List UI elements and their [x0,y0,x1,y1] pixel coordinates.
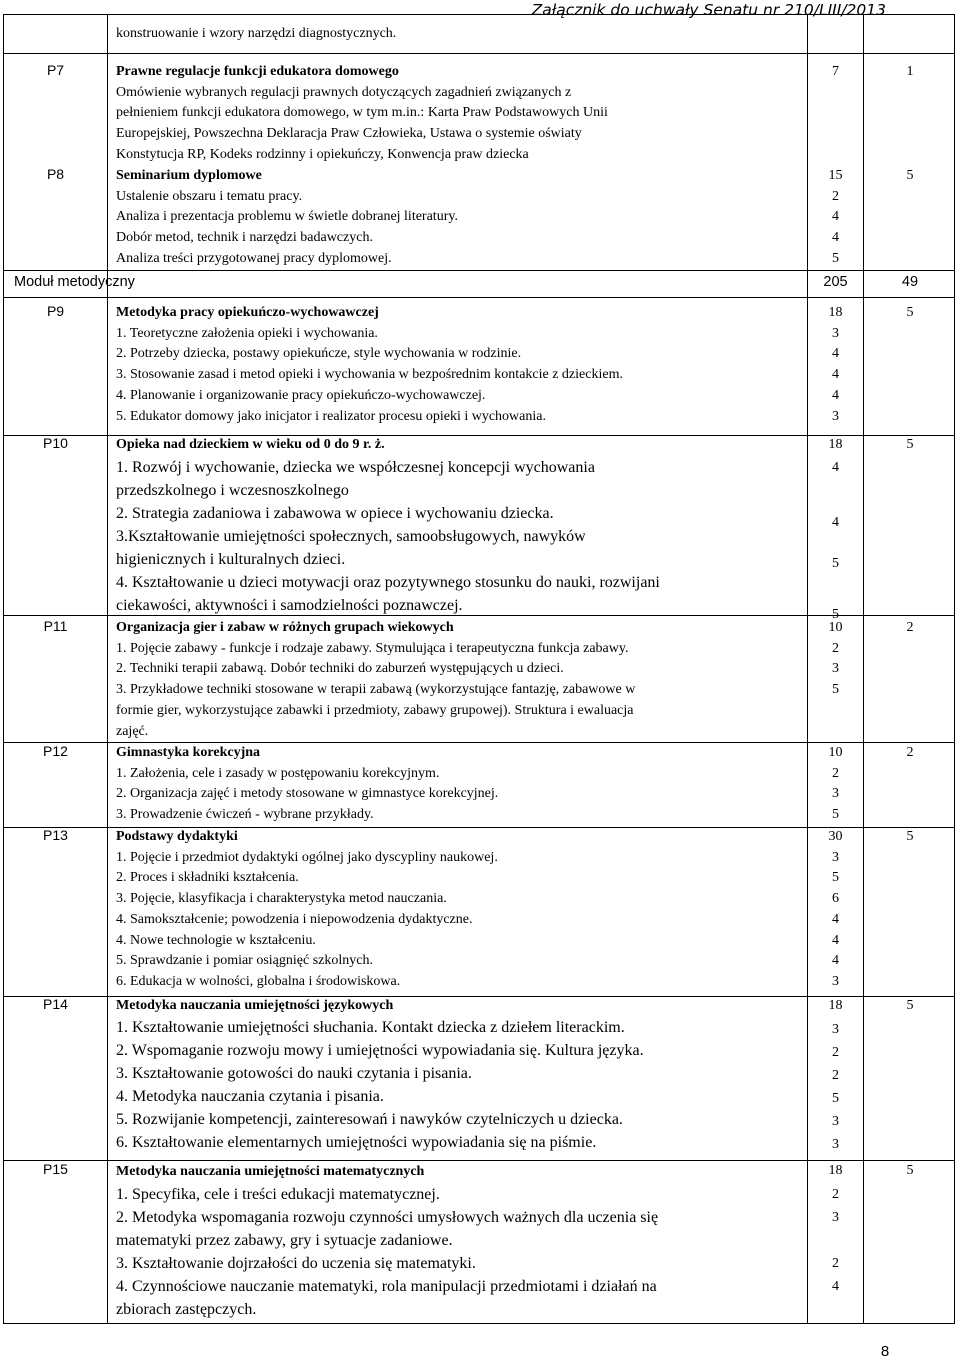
hours-value: 4 [832,932,839,948]
hours-value: 4 [832,460,839,475]
hours-value: 3 [832,973,839,989]
row-line: 2. Potrzeby dziecka, postawy opiekuńcze, style wychowania w rodzinie. [116,346,522,362]
row-title: Metodyka nauczania umiejętności matematycznych [116,1164,425,1179]
hours-value: 10 [828,620,843,635]
column-divider [863,15,864,1323]
row-line: 5. Rozwijanie kompetencji, zainteresowań i nawyków czytelniczych u dziecka. [116,1111,623,1128]
row-hours [808,743,863,826]
hours-value: 4 [832,346,839,362]
row-divider [4,270,954,271]
hours-value: 30 [828,829,843,844]
row-title: Gimnastyka korekcyjna [116,745,261,760]
hours-value: 5 [832,807,839,823]
hours-value: 2 [832,765,839,781]
hours-value: 3 [832,325,839,341]
row-content [116,62,806,166]
row-line: pełnieniem funkcji edukatora domowego, w tym m.in.: Karta Praw Podstawowych Unii [116,105,608,121]
hours-value: 6 [832,891,839,907]
row-title: Metodyka nauczania umiejętności językowych [116,998,394,1013]
row-code: P11 [43,618,68,634]
row-line: 4. Metodyka nauczania czytania i pisania. [116,1088,384,1105]
hours-value: 5 [832,250,839,266]
hours-value: 7 [832,64,839,79]
hours-value: 5 [832,1091,839,1106]
row-ects: 5 [906,168,914,183]
hours-value: 4 [832,387,839,403]
row-hours [808,303,863,427]
row-title: Organizacja gier i zabaw w różnych grupach wiekowych [116,620,454,635]
hours-value: 18 [828,305,843,320]
row-line: 6. Kształtowanie elementarnych umiejętności wypowiadania się na piśmie. [116,1134,597,1151]
hours-value: 2 [832,640,839,656]
row-hours [808,166,863,270]
row-line: 4. Kształtowanie u dzieci motywacji oraz pozytywnego stosunku do nauki, rozwijani [116,574,660,591]
row-line: 2. Metodyka wspomagania rozwoju czynności umysłowych ważnych dla uczenia się [116,1209,659,1226]
hours-value: 2 [832,1256,839,1271]
module-ects: 49 [901,274,919,290]
module-title: Moduł metodyczny [14,274,135,290]
row-title: Opieka nad dzieckiem w wieku od 0 do 9 r. ż. [116,437,385,452]
row-line: Konstytucja RP, Kodeks rodzinny i opiekuńczy, Konwencja praw dziecka [116,146,529,162]
row-hours [808,435,863,633]
column-divider [107,15,108,1323]
hours-value: 3 [832,786,839,802]
row-content [116,1161,806,1321]
hours-value: 3 [832,1114,839,1129]
hours-value: 2 [832,1045,839,1060]
page-number: 8 [880,1343,890,1360]
row-code: P7 [46,62,65,78]
row-code: P14 [43,996,68,1012]
row-content [116,433,806,617]
row-line: ciekawości, aktywności i samodzielności poznawczej. [116,597,463,614]
row-line: 4. Planowanie i organizowanie pracy opiekuńczo-wychowawczej. [116,387,486,403]
row-line: zajęć. [116,723,149,739]
row-line: Analiza i prezentacja problemu w świetle dobranej literatury. [116,209,458,225]
hours-value: 18 [828,998,843,1013]
row-line: 3.Kształtowanie umiejętności społecznych, samoobsługowych, nawyków [116,528,586,545]
continued-text: konstruowanie i wzory narzędzi diagnostycznych. [116,26,397,41]
hours-value: 5 [832,607,839,622]
row-line: 3. Stosowanie zasad i metod opieki i wychowania w bezpośrednim kontakcie z dzieckiem. [116,367,623,383]
hours-value: 18 [828,1163,843,1178]
row-ects: 5 [906,305,914,320]
hours-value: 2 [832,1187,839,1202]
header-note: Załącznik do uchwały Senatu nr 210/LIII/2013 [531,1,886,19]
row-line: 1. Rozwój i wychowanie, dziecka we współczesnej koncepcji wychowania [116,459,595,476]
row-content [116,996,806,1154]
row-title: Seminarium dyplomowe [116,168,262,183]
module-hours: 205 [823,274,848,290]
hours-value: 15 [828,168,843,183]
row-ects: 5 [906,437,914,452]
row-hours [808,827,863,993]
row-content [116,618,806,742]
row-line: 1. Pojęcie zabawy - funkcje i rodzaje zabawy. Stymulująca i terapeutyczna funkcja zabawy. [116,640,629,656]
row-line: 1. Założenia, cele i zasady w postępowaniu korekcyjnym. [116,765,440,781]
hours-value: 5 [832,556,839,571]
row-code: P13 [43,827,68,843]
row-line: 3. Pojęcie, klasyfikacja i charakterystyka metod nauczania. [116,891,447,907]
row-hours [808,62,863,83]
row-line: 6. Edukacja w wolności, globalna i środowiskowa. [116,973,401,989]
row-line: 5. Edukator domowy jako inicjator i realizator procesu opieki i wychowania. [116,408,546,424]
hours-value: 5 [832,870,839,886]
row-line: 1. Pojęcie i przedmiot dydaktyki ogólnej jako dyscypliny naukowej. [116,849,498,865]
row-line: Omówienie wybranych regulacji prawnych dotyczących zagadnień związanych z [116,84,572,100]
hours-value: 4 [832,367,839,383]
hours-value: 3 [832,408,839,424]
row-line: 1. Specyfika, cele i treści edukacji matematycznej. [116,1186,440,1203]
hours-value: 4 [832,953,839,969]
row-code: P12 [43,743,68,759]
hours-value: 4 [832,230,839,246]
hours-value: 3 [832,1022,839,1037]
row-content [116,166,806,270]
row-content [116,743,806,826]
row-code: P9 [46,303,65,319]
row-line: 4. Samokształcenie; powodzenia i niepowodzenia dydaktyczne. [116,911,473,927]
row-line: 2. Techniki terapii zabawą. Dobór techniki do zaburzeń występujących u dzieci. [116,661,564,677]
row-ects: 1 [906,64,914,79]
row-line: 2. Organizacja zajęć i metody stosowane w gimnastyce korekcyjnej. [116,786,499,802]
row-line: 5. Sprawdzanie i pomiar osiągnięć szkolnych. [116,953,373,969]
row-line: zbiorach zastępczych. [116,1301,257,1318]
row-line: Ustalenie obszaru i tematu pracy. [116,188,303,204]
row-line: 4. Nowe technologie w kształceniu. [116,932,316,948]
row-code: P15 [43,1161,68,1177]
hours-value: 3 [832,1137,839,1152]
hours-value: 5 [832,682,839,698]
row-line: Europejskiej, Powszechna Deklaracja Praw Człowieka, Ustawa o systemie oświaty [116,126,582,142]
row-line: 2. Strategia zadaniowa i zabawowa w opiece i wychowaniu dziecka. [116,505,554,522]
row-content [116,303,806,427]
row-line: Dobór metod, technik i narzędzi badawczych. [116,230,373,246]
hours-value: 4 [832,911,839,927]
curriculum-table [3,14,955,1324]
hours-value: 4 [832,515,839,530]
hours-value: 2 [832,188,839,204]
row-code: P8 [46,166,65,182]
row-line: formie gier, wykorzystujące zabawki i przedmioty, zabawy grupowej). Struktura i ewaluacja [116,702,634,718]
hours-value: 3 [832,661,839,677]
row-ects: 5 [906,1163,914,1178]
hours-value: 18 [828,437,843,452]
row-line: 3. Kształtowanie dojrzałości do uczenia się matematyki. [116,1255,476,1272]
hours-value: 3 [832,1210,839,1225]
hours-value: 4 [832,1279,839,1294]
hours-value: 4 [832,209,839,225]
row-line: matematyki przez zabawy, gry i sytuacje zadaniowe. [116,1232,453,1249]
row-ects: 5 [906,998,914,1013]
row-line: 4. Czynnościowe nauczanie matematyki, rola manipulacji przedmiotami i działań na [116,1278,657,1295]
row-line: Analiza treści przygotowanej pracy dyplomowej. [116,250,392,266]
row-line: przedszkolnego i wczesnoszkolnego [116,482,349,499]
row-hours [808,618,863,701]
row-title: Metodyka pracy opiekuńczo-wychowawczej [116,305,379,320]
row-divider [4,53,954,54]
row-line: higienicznych i kulturalnych dzieci. [116,551,346,568]
hours-value: 10 [828,745,843,760]
row-title: Prawne regulacje funkcji edukatora domowego [116,64,399,79]
row-divider [4,297,954,298]
row-code: P10 [43,435,68,451]
row-line: 1. Kształtowanie umiejętności słuchania. Kontakt dziecka z dziełem literackim. [116,1019,625,1036]
row-ects: 2 [906,745,914,760]
row-content [116,827,806,993]
row-ects: 5 [906,829,914,844]
row-title: Podstawy dydaktyki [116,829,238,844]
row-hours [808,996,863,1156]
row-line: 3. Prowadzenie ćwiczeń - wybrane przykłady. [116,807,374,823]
row-line: 3. Przykładowe techniki stosowane w terapii zabawą (wykorzystujące fantazję, zabawowe w [116,682,636,698]
row-line: 1. Teoretyczne założenia opieki i wychowania. [116,325,378,341]
hours-value: 2 [832,1068,839,1083]
row-line: 2. Wspomaganie rozwoju mowy i umiejętności wypowiadania się. Kultura języka. [116,1042,644,1059]
row-line: 3. Kształtowanie gotowości do nauki czytania i pisania. [116,1065,472,1082]
row-line: 2. Proces i składniki kształcenia. [116,870,299,886]
row-hours [808,1161,863,1298]
hours-value: 3 [832,849,839,865]
row-ects: 2 [906,620,914,635]
